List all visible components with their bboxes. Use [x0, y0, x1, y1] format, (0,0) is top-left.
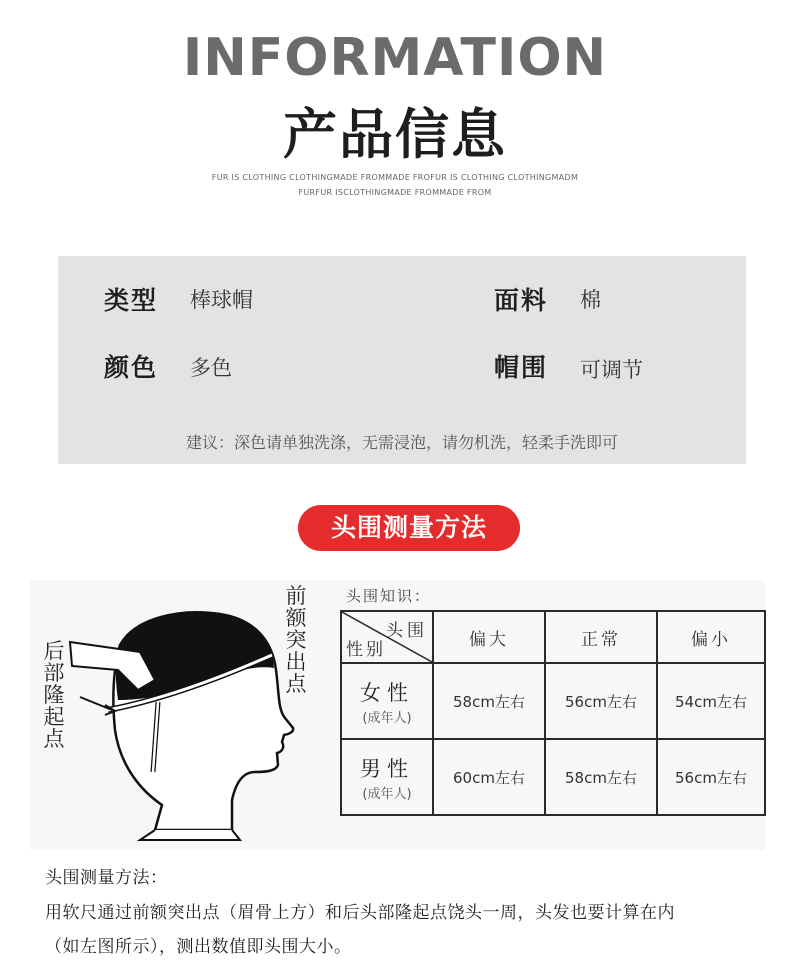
- table-cell: 56cm左右: [545, 663, 657, 739]
- color-label: 颜色: [104, 353, 159, 382]
- row-sublabel: (成年人): [362, 786, 412, 802]
- corner-label-bottom: 性别: [346, 640, 386, 660]
- tagline-line-2: FURFUR ISCLOTHINGMADE FROMMADE FROM: [298, 188, 492, 197]
- type-value: 棒球帽: [190, 288, 253, 312]
- table-cell: 56cm左右: [657, 739, 765, 815]
- back-point-label: 后部隆起点: [43, 639, 65, 751]
- column-header: 偏大: [433, 611, 545, 663]
- size-label: 帽围: [494, 353, 549, 382]
- material-label: 面料: [494, 286, 549, 315]
- column-header: 正常: [545, 611, 657, 663]
- row-label: 女性: [360, 680, 414, 705]
- table-corner-cell: [341, 611, 433, 663]
- table-cell: 58cm左右: [433, 663, 545, 739]
- row-label: 男性: [360, 756, 414, 781]
- table-row: [341, 663, 765, 739]
- table-caption: 头围知识：: [346, 587, 432, 605]
- title-chinese: 产品信息: [283, 103, 507, 166]
- tagline-line-1: FUR IS CLOTHING CLOTHINGMADE FROMMADE FROFUR IS CLOTHING CLOTHINGMADM: [211, 173, 579, 182]
- title-english: INFORMATION: [182, 28, 608, 88]
- type-label: 类型: [104, 286, 159, 315]
- row-label-cell: [341, 739, 433, 815]
- instructions-heading: 头围测量方法：: [45, 868, 168, 888]
- front-point-label: 前额突出点: [285, 584, 307, 696]
- material-value: 棉: [580, 288, 601, 312]
- section-title-badge: 头围测量方法: [298, 505, 520, 551]
- corner-label-top: 头围: [386, 621, 428, 641]
- care-note: 建议：深色请单独洗涤，无需浸泡，请勿机洗，轻柔手洗即可: [185, 433, 618, 452]
- row-sublabel: (成年人): [362, 710, 412, 726]
- instructions-line-2: （如左图所示），测出数值即头围大小。: [45, 937, 352, 957]
- table-row: [341, 739, 765, 815]
- size-value: 可调节: [580, 358, 643, 382]
- column-header: 偏小: [657, 611, 765, 663]
- table-header-row: [341, 611, 765, 663]
- row-label-cell: [341, 663, 433, 739]
- color-value: 多色: [190, 356, 232, 380]
- table-cell: 60cm左右: [433, 739, 545, 815]
- table-cell: 54cm左右: [657, 663, 765, 739]
- table-cell: 58cm左右: [545, 739, 657, 815]
- instructions-line-1: 用软尺通过前额突出点（眉骨上方）和后头部隆起点饶头一周，头发也要计算在内: [45, 903, 675, 923]
- head-size-table: [340, 610, 766, 816]
